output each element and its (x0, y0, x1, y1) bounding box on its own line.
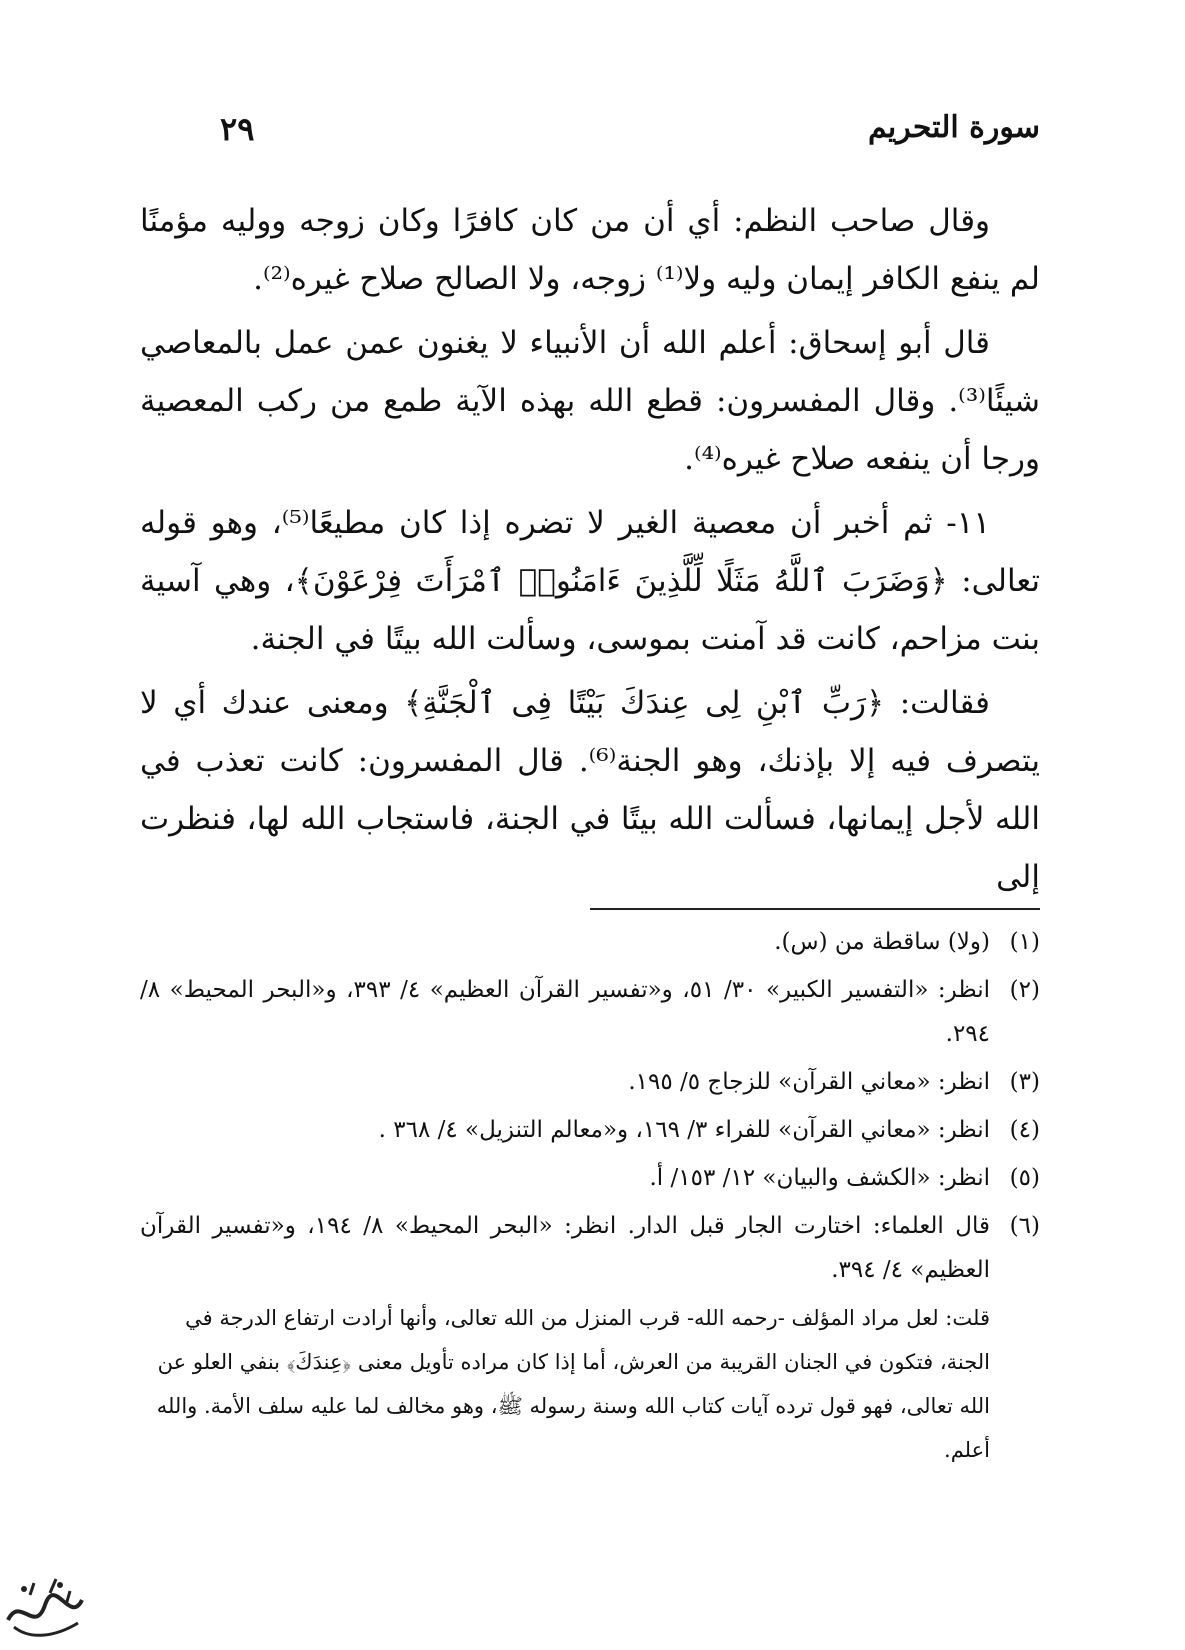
footnote (140, 1156, 1040, 1200)
paragraph: ١١- ثم أخبر أن معصية الغير لا تضره إذا كان مطيعًا⁽⁵⁾، وهو قوله تعالى: ﴿وَضَرَبَ ٱللَّهُ مَثَلًا لِّلَّذِينَ ءَامَنُوا۟ ٱمْرَأَتَ فِرْعَوْنَ﴾، وهي آسية بنت مزاحم، كانت قد آمنت بموسى، وسألت الله بيتًا في الجنة. (140, 505, 1040, 657)
footnote-text: انظر: «معاني القرآن» للزجاج ٥/ ١٩٥. (628, 1069, 990, 1095)
main-text (140, 192, 1040, 912)
paragraph: قال أبو إسحاق: أعلم الله أن الأنبياء لا يغنون عمن عمل بالمعاصي شيئًا⁽³⁾. وقال المفسرون: قطع الله بهذه الآية طمع من ركب المعصية ورجا أن ينفعه صلاح غيره⁽⁴⁾. (140, 325, 1040, 477)
footnote-text: (ولا) ساقطة من (س). (774, 929, 990, 955)
paragraph: فقالت: ﴿رَبِّ ٱبْنِ لِى عِندَكَ بَيْتًا فِى ٱلْجَنَّةِ﴾ ومعنى عندك أي لا يتصرف فيه إلا بإذنك، وهو الجنة⁽⁶⁾. قال المفسرون: كانت تعذب في الله لأجل إيمانها، فسألت الله بيتًا في الجنة، فاستجاب الله لها، فنظرت إلى (140, 685, 1041, 895)
footnote (140, 1060, 1040, 1104)
page-header (140, 110, 1040, 160)
footnote-text: قال العلماء: اختارت الجار قبل الدار. انظر: «البحر المحيط» ٨/ ١٩٤، و«تفسير القرآن العظيم» ٤/ ٣٩٤. (140, 1213, 990, 1283)
footnote (140, 1204, 1040, 1292)
footnote (140, 1108, 1040, 1152)
footnote-number: (١) (1009, 929, 1040, 955)
footnote-text: انظر: «التفسير الكبير» ٣٠/ ٥١، و«تفسير القرآن العظيم» ٤/ ٣٩٣، و«البحر المحيط» ٨/ ٢٩٤. (140, 977, 991, 1047)
footnotes (140, 920, 1040, 1472)
footnote-number: (٣) (1009, 1069, 1040, 1095)
footnote-text: انظر: «الكشف والبيان» ١٢/ ١٥٣/ أ. (649, 1165, 990, 1191)
paragraph: وقال صاحب النظم: أي أن من كان كافرًا وكان زوجه ووليه مؤمنًا لم ينفع الكافر إيمان وليه ولا⁽¹⁾ زوجه، ولا الصالح صلاح غيره⁽²⁾. (140, 203, 1040, 297)
footnote-divider (590, 908, 1040, 910)
footnote (140, 920, 1040, 964)
calligraphy-logo-icon (0, 1565, 90, 1650)
footnote-number: (٦) (1009, 1213, 1040, 1239)
editor-comment: قلت: لعل مراد المؤلف -رحمه الله- قرب المنزل من الله تعالى، وأنها أرادت ارتفاع الدرجة في الجنة، فتكون في الجنان القريبة من العرش، أما إذا كان مراده تأويل معنى ﴿عِندَكَ﴾ بنفي العلو عن الله تعالى، فهو قول ترده آيات كتاب الله وسنة رسوله ﷺ، وهو مخالف لما عليه سلف الأمة. والله أعلم. (156, 1306, 990, 1462)
page-number: ٢٩ (220, 110, 255, 148)
footnote-number: (٥) (1009, 1165, 1040, 1191)
footnote (140, 968, 1040, 1056)
surah-title: سورة التحريم (867, 110, 1040, 145)
footnote-number: (٢) (1009, 977, 1040, 1003)
footnote-number: (٤) (1009, 1117, 1040, 1143)
footnote-text: انظر: «معاني القرآن» للفراء ٣/ ١٦٩، و«معالم التنزيل» ٤/ ٣٦٨ . (378, 1117, 990, 1143)
